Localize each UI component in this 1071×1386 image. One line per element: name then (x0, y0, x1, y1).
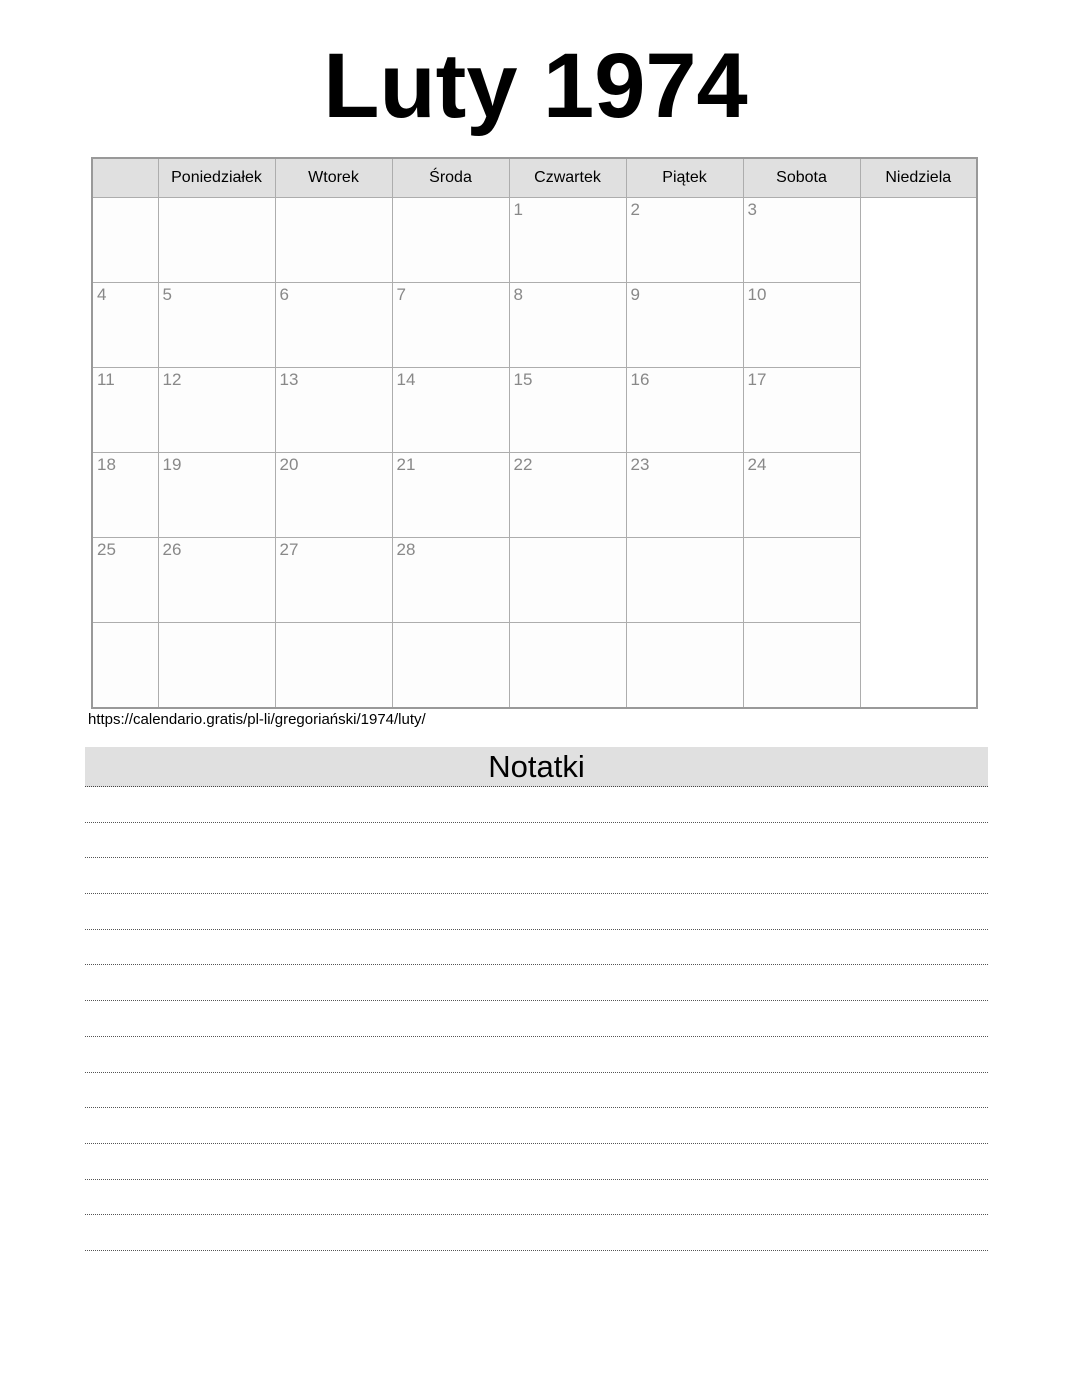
calendar-table (91, 157, 978, 709)
day-number: 10 (747, 284, 767, 304)
calendar-day-cell (392, 538, 509, 623)
calendar-day-cell (626, 367, 743, 452)
calendar-empty-cell (392, 197, 509, 282)
note-line (85, 930, 988, 966)
calendar-empty-cell (392, 623, 509, 708)
day-number: 2 (630, 199, 640, 219)
calendar-week-row (92, 282, 977, 367)
calendar-day-cell (509, 197, 626, 282)
weekday-header-4: Czwartek (509, 158, 626, 197)
calendar-day-cell (392, 367, 509, 452)
calendar-empty-cell (158, 197, 275, 282)
weekday-header-1: Poniedziałek (158, 158, 275, 197)
calendar-empty-cell (626, 623, 743, 708)
calendar-empty-cell (509, 623, 626, 708)
day-number: 19 (162, 454, 182, 474)
calendar-week-row (92, 623, 977, 708)
calendar-day-cell (158, 538, 275, 623)
day-number: 17 (747, 369, 767, 389)
weekday-header-6: Sobota (743, 158, 860, 197)
day-number: 9 (630, 284, 640, 304)
day-number: 3 (747, 199, 757, 219)
calendar-empty-cell (509, 538, 626, 623)
day-number: 28 (396, 540, 416, 560)
day-number: 11 (97, 369, 115, 389)
calendar-day-cell (392, 282, 509, 367)
day-number: 16 (630, 369, 650, 389)
day-number: 18 (97, 454, 116, 474)
day-number: 7 (396, 284, 406, 304)
calendar-empty-cell (275, 197, 392, 282)
day-number: 1 (513, 199, 523, 219)
note-line (85, 1108, 988, 1144)
calendar-day-cell (743, 282, 860, 367)
calendar-day-cell (92, 282, 158, 367)
notes-lines (85, 787, 988, 1251)
notes-title: Notatki (488, 749, 585, 784)
day-number: 15 (513, 369, 533, 389)
calendar-day-cell (626, 282, 743, 367)
calendar-gutter-column (92, 158, 158, 197)
day-number: 8 (513, 284, 523, 304)
weekday-header-7: Niedziela (860, 158, 977, 197)
calendar-day-cell (275, 282, 392, 367)
calendar-day-cell (158, 452, 275, 537)
day-number: 13 (279, 369, 299, 389)
day-number: 12 (162, 369, 182, 389)
day-number: 27 (279, 540, 299, 560)
calendar-day-cell (275, 367, 392, 452)
day-number: 20 (279, 454, 299, 474)
weekday-header-row (92, 158, 977, 197)
note-line (85, 965, 988, 1001)
day-number: 21 (396, 454, 416, 474)
weekday-header-2: Wtorek (275, 158, 392, 197)
calendar-day-cell (275, 538, 392, 623)
note-line (85, 1001, 988, 1037)
note-line (85, 1215, 988, 1251)
calendar-empty-cell (743, 623, 860, 708)
notes-header (85, 747, 988, 787)
calendar-empty-cell (158, 623, 275, 708)
day-number: 6 (279, 284, 289, 304)
calendar-week-row (92, 367, 977, 452)
day-number: 5 (162, 284, 172, 304)
calendar-empty-cell (92, 197, 158, 282)
note-line (85, 894, 988, 930)
calendar-day-cell (509, 282, 626, 367)
calendar-week-row (92, 452, 977, 537)
calendar-empty-cell (92, 623, 158, 708)
note-line (85, 858, 988, 894)
day-number: 25 (97, 540, 116, 560)
note-line (85, 823, 988, 859)
note-line (85, 1073, 988, 1109)
calendar-day-cell (509, 452, 626, 537)
calendar-day-cell (92, 367, 158, 452)
calendar-day-cell (158, 282, 275, 367)
calendar-week-row (92, 538, 977, 623)
calendar-day-cell (626, 197, 743, 282)
calendar-week-row (92, 197, 977, 282)
page-title: Luty 1974 (323, 35, 748, 137)
calendar-day-cell (509, 367, 626, 452)
calendar-empty-cell (626, 538, 743, 623)
note-line (85, 1144, 988, 1180)
calendar-empty-cell (743, 538, 860, 623)
calendar-day-cell (743, 452, 860, 537)
calendar-day-cell (743, 367, 860, 452)
day-number: 4 (97, 284, 107, 304)
calendar-day-cell (392, 452, 509, 537)
source-url: https://calendario.gratis/pl-li/gregoriański/1974/luty/ (88, 711, 426, 728)
note-line (85, 1037, 988, 1073)
weekday-header-3: Środa (392, 158, 509, 197)
day-number: 22 (513, 454, 533, 474)
day-number: 14 (396, 369, 416, 389)
note-line (85, 1180, 988, 1216)
calendar-day-cell (626, 452, 743, 537)
day-number: 24 (747, 454, 767, 474)
calendar-empty-cell (275, 623, 392, 708)
day-number: 23 (630, 454, 650, 474)
note-line (85, 787, 988, 823)
calendar-day-cell (275, 452, 392, 537)
day-number: 26 (162, 540, 182, 560)
calendar-day-cell (158, 367, 275, 452)
calendar-day-cell (92, 452, 158, 537)
calendar-day-cell (92, 538, 158, 623)
calendar-day-cell (743, 197, 860, 282)
weekday-header-5: Piątek (626, 158, 743, 197)
